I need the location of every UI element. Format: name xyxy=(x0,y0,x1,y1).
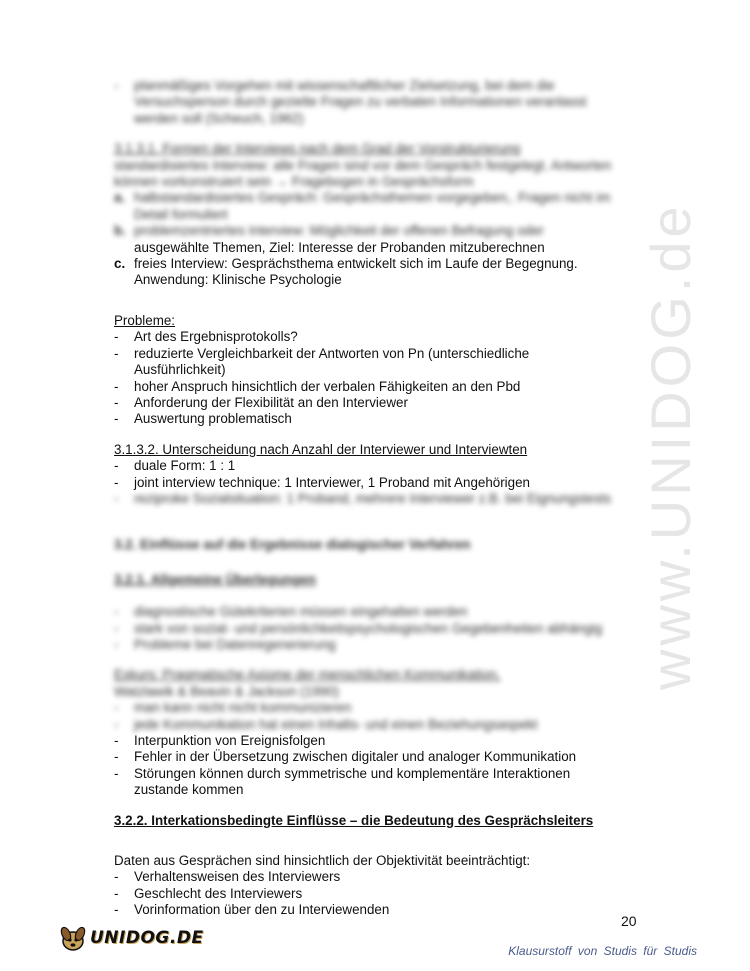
list-item: b. problemzentriertes Interview: Möglichkeit der offenen Befragung oder xyxy=(114,223,544,239)
footer-text: Klausurstoff von Studis für Studis xyxy=(508,944,697,958)
list-item-b-continuation: ausgewählte Themen, Ziel: Interesse der Probanden mitzuberechnen xyxy=(134,239,545,255)
watermark: www.UNIDOG.de xyxy=(639,202,702,690)
section-intro: Daten aus Gesprächen sind hinsichtlich der Objektivität beeinträchtigt: xyxy=(114,853,531,869)
list-item: - duale Form: 1 : 1 xyxy=(114,458,236,474)
list-item-c: c. freies Interview: Gesprächsthema entwickelt sich im Laufe der Begegnung. Anwendung: Klinische Psychologie xyxy=(114,256,578,288)
page-content xyxy=(114,78,634,919)
blurred-intro: - planmäßiges Vorgehen mit wissenschaftlicher Zielsetzung, bei dem die Versuchsperson durch gezielte Fragen zu verbalen Informationen veranlasst werden soll (Scheuch, 1962) 3.1.3.1. Formen der Interviews nach dem Grad der Vorstrukturierung standardisiertes Interview: alle Fragen sind vor dem Gespräch festgelegt. Antworten können vorkonstruiert sein → Fragebogen in Gesprächsform a. halbstandardisiertes Gespräch: Gesprächsthemen vorgegeben,. Fragen nicht im Detail formuliert b. problemzentriertes Interview: Möglichkeit der offenen Befragung oder xyxy=(114,78,634,240)
section-heading: 3.2.1. Allgemeine Überlegungen xyxy=(114,571,316,587)
list-item: - Probleme bei Datenregenerierung xyxy=(114,636,336,652)
list-item: - Störungen können durch symmetrische und komplementäre Interaktionen zustande kommen xyxy=(114,765,571,798)
list-item: - reduzierte Vergleichbarkeit der Antworten von Pn (unterschiedliche Ausführlichkeit) xyxy=(114,345,530,378)
section-heading-3132: 3.1.3.2. Unterscheidung nach Anzahl der Interviewer und Interviewten xyxy=(114,441,528,457)
list-item: - Interpunktion von Ereignisfolgen xyxy=(114,733,326,748)
list-item: - joint interview technique: 1 Interviewer, 1 Proband mit Angehörigen xyxy=(114,474,531,490)
section-heading: 3.2. Einflüsse auf die Ergebnisse dialogischer Verfahren xyxy=(114,537,471,553)
list-item: - Fehler in der Übersetzung zwischen digitaler und analoger Kommunikation xyxy=(114,749,577,765)
list-item: - Anforderung der Flexibilität an den Interviewer xyxy=(114,394,408,410)
list-item: - Art des Ergebnisprotokolls? xyxy=(114,329,298,345)
list-item: - planmäßiges Vorgehen mit wissenschaftlicher Zielsetzung, bei dem die Versuchsperson durch gezielte Fragen zu verbalen Informationen veranlasst werden soll (Scheuch, 1962) xyxy=(114,78,587,126)
list-item: - hoher Anspruch hinsichtlich der verbalen Fähigkeiten an den Pbd xyxy=(114,378,521,394)
exkurs-heading: Exkurs: Pragmatische Axiome der menschlichen Kommunikation, xyxy=(114,667,501,683)
probleme-list xyxy=(114,329,634,427)
list-item: a. halbstandardisiertes Gespräch: Gesprächsthemen vorgegeben,. Fragen nicht im Detail formuliert xyxy=(114,190,611,222)
list-item: - Vorinformation über den zu Interviewenden xyxy=(114,902,390,918)
list-item: - man kann nicht nicht kommunizieren xyxy=(114,700,352,716)
list-item: - stark von sozial- und persönlichkeitspsychologischen Gegebenheiten abhängig xyxy=(114,620,603,636)
probleme-heading: Probleme: xyxy=(114,312,176,328)
blurred-middle: 3.2. Einflüsse auf die Ergebnisse dialogischer Verfahren 3.2.1. Allgemeine Überlegungen - diagnostische Gütekriterien müssen eingehalten werden - stark von sozial- und persönlichkeitspsychologischen Gegebenheiten abhängig - Probleme bei Datenregenerierung Exkurs: Pragmatische Axiome der menschlichen Kommunikation, Watzlawik & Beavin & Jackson (1990) - man kann nicht nicht kommunizieren - jede Kommunikation hat einen Inhalts- und einen Beziehungsaspekt xyxy=(114,507,634,733)
list-item: - jede Kommunikation hat einen Inhalts- und einen Beziehungsaspekt xyxy=(114,716,538,732)
logo-text: UNIDOG.DE xyxy=(90,928,204,948)
list-item: - Verhaltensweisen des Interviewers xyxy=(114,869,341,885)
section-heading-322: 3.2.2. Interkationsbedingte Einflüsse – die Bedeutung des Gesprächsleiters xyxy=(114,812,594,828)
section-heading: 3.1.3.1. Formen der Interviews nach dem Grad der Vorstrukturierung xyxy=(114,141,521,157)
list-item: - Auswertung problematisch xyxy=(114,411,292,427)
list-item: - reziproke Sozialsituation: 1 Proband, mehrere Interviewer z.B. bei Eignungstests xyxy=(114,490,612,506)
page-number: 20 xyxy=(621,913,637,929)
dog-icon xyxy=(56,922,88,954)
list-item: - diagnostische Gütekriterien müssen eingehalten werden xyxy=(114,604,468,620)
unidog-logo xyxy=(56,922,204,954)
list-item: - Geschlecht des Interviewers xyxy=(114,885,303,901)
